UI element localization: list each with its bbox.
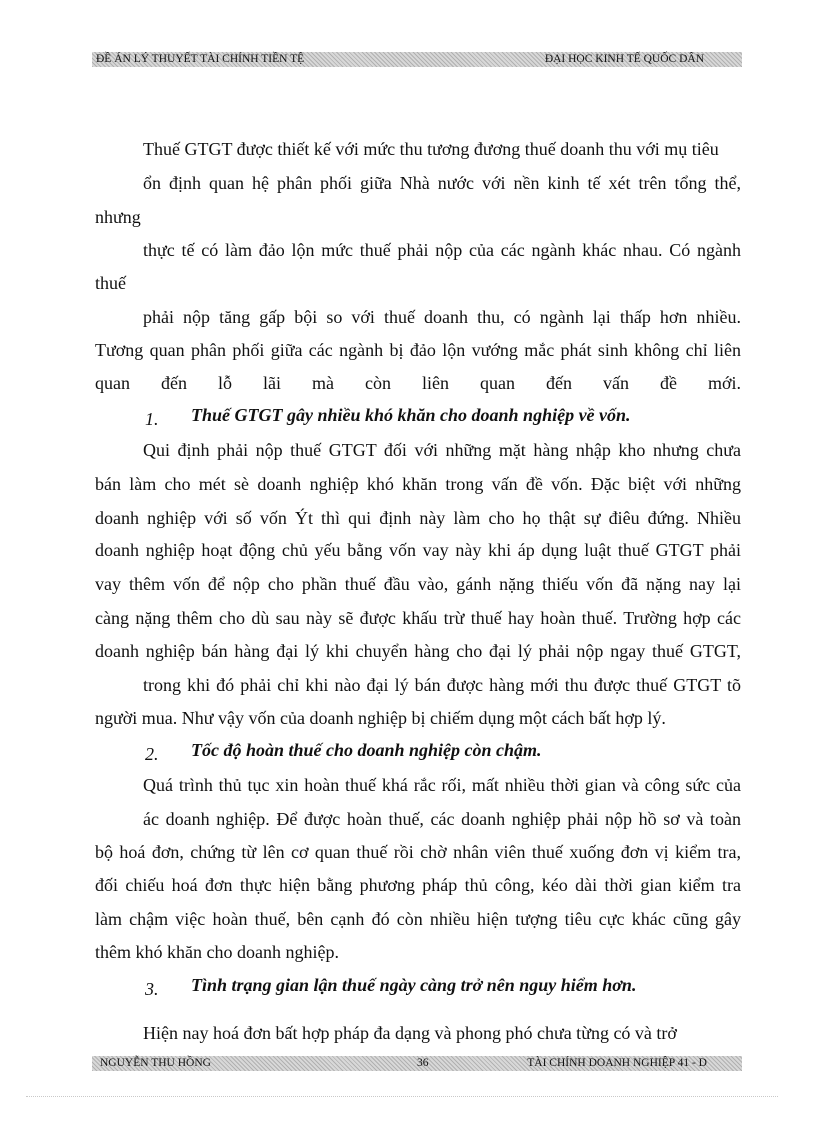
body-line: ổn định quan hệ phân phối giữa Nhà nước với nền kinh tế xét trên tổng thể, (143, 172, 741, 193)
heading-number: 1. (145, 409, 159, 430)
body-line: thuế (95, 273, 126, 294)
body-line: phải nộp tăng gấp bội so với thuế doanh thu, có ngành lại thấp hơn nhiều. (143, 306, 741, 327)
body-line: trong khi đó phải chỉ khi nào đại lý bán được hàng mới thu được thuế GTGT tõ (143, 674, 741, 695)
page-number: 36 (417, 1057, 429, 1069)
body-line: doanh nghiệp hoạt động chủ yếu bằng vốn vay này khi áp dụng luật thuế GTGT phải (95, 540, 741, 561)
body-line: Tương quan phân phối giữa các ngành bị đảo lộn vướng mắc phát sinh không chỉ liên (95, 339, 741, 360)
footer-class: TÀI CHÍNH DOANH NGHIỆP 41 - D (527, 1057, 707, 1069)
body-line: vay thêm vốn để nộp cho phần thuế đầu vào, gánh nặng thiếu vốn đã nặng nay lại (95, 574, 741, 595)
body-line: Hiện nay hoá đơn bất hợp pháp đa dạng và phong phó chưa từng có và trở (143, 1023, 677, 1043)
page-footer (92, 1056, 742, 1071)
body-line: thực tế có làm đảo lộn mức thuế phải nộp của các ngành khác nhau. Có ngành (143, 240, 741, 261)
body-line: Quá trình thủ tục xin hoàn thuế khá rắc rối, mất nhiều thời gian và công sức của (143, 774, 741, 795)
body-line: Qui định phải nộp thuế GTGT đối với những mặt hàng nhập kho nhưng chưa (143, 440, 741, 461)
heading-text: Thuế GTGT gây nhiều khó khăn cho doanh nghiệp về vốn. (191, 405, 631, 426)
heading-number: 2. (145, 744, 159, 765)
heading-number: 3. (145, 978, 159, 999)
body-line: đối chiếu hoá đơn thực hiện bằng phương pháp thủ công, kéo dài thời gian kiểm tra (95, 875, 741, 896)
page-bottom-rule (26, 1096, 778, 1097)
header-left-title: ĐỀ ÁN LÝ THUYẾT TÀI CHÍNH TIỀN TỆ (96, 53, 305, 65)
body-line: người mua. Như vậy vốn của doanh nghiệp bị chiếm dụng một cách bất hợp lý. (95, 708, 666, 729)
body-line: quan đến lỗ lãi mà còn liên quan đến vấn đề mới. (95, 373, 741, 394)
header-right-title: ĐẠI HỌC KINH TẾ QUỐC DÂN (544, 53, 704, 65)
body-line: doanh nghiệp với số vốn Ýt thì qui định này làm cho họ thật sự điêu đứng. Nhiều (95, 507, 741, 528)
body-line: nhưng (95, 206, 141, 227)
footer-author: NGUYỄN THU HỒNG (100, 1057, 211, 1069)
body-line: làm chậm việc hoàn thuế, bên cạnh đó còn nhiều hiện tượng tiêu cực khác cũng gây (95, 909, 741, 930)
heading-text: Tốc độ hoàn thuế cho doanh nghiệp còn chậm. (191, 740, 542, 761)
body-line: càng nặng thêm cho dù sau này sẽ được khấu trừ thuế hay hoàn thuế. Trường hợp các (95, 607, 741, 628)
body-line: ác doanh nghiệp. Để được hoàn thuế, các doanh nghiệp phải nộp hồ sơ và toàn (143, 808, 741, 829)
body-line: thêm khó khăn cho doanh nghiệp. (95, 941, 339, 962)
body-line: bán làm cho mét sè doanh nghiệp khó khăn trong vấn đề vốn. Đặc biệt với những (95, 473, 741, 494)
body-line: bộ hoá đơn, chứng từ lên cơ quan thuế rồi chờ nhân viên thuế xuống đơn vị kiểm tra, (95, 841, 741, 862)
body-line: doanh nghiệp bán hàng đại lý khi chuyển hàng cho đại lý phải nộp ngay thuế GTGT, (95, 640, 741, 661)
heading-text: Tình trạng gian lận thuế ngày càng trở nên nguy hiểm hơn. (191, 974, 637, 995)
page-header (92, 52, 742, 67)
body-line: Thuế GTGT được thiết kế với mức thu tương đương thuế doanh thu với mụ tiêu (143, 139, 719, 159)
